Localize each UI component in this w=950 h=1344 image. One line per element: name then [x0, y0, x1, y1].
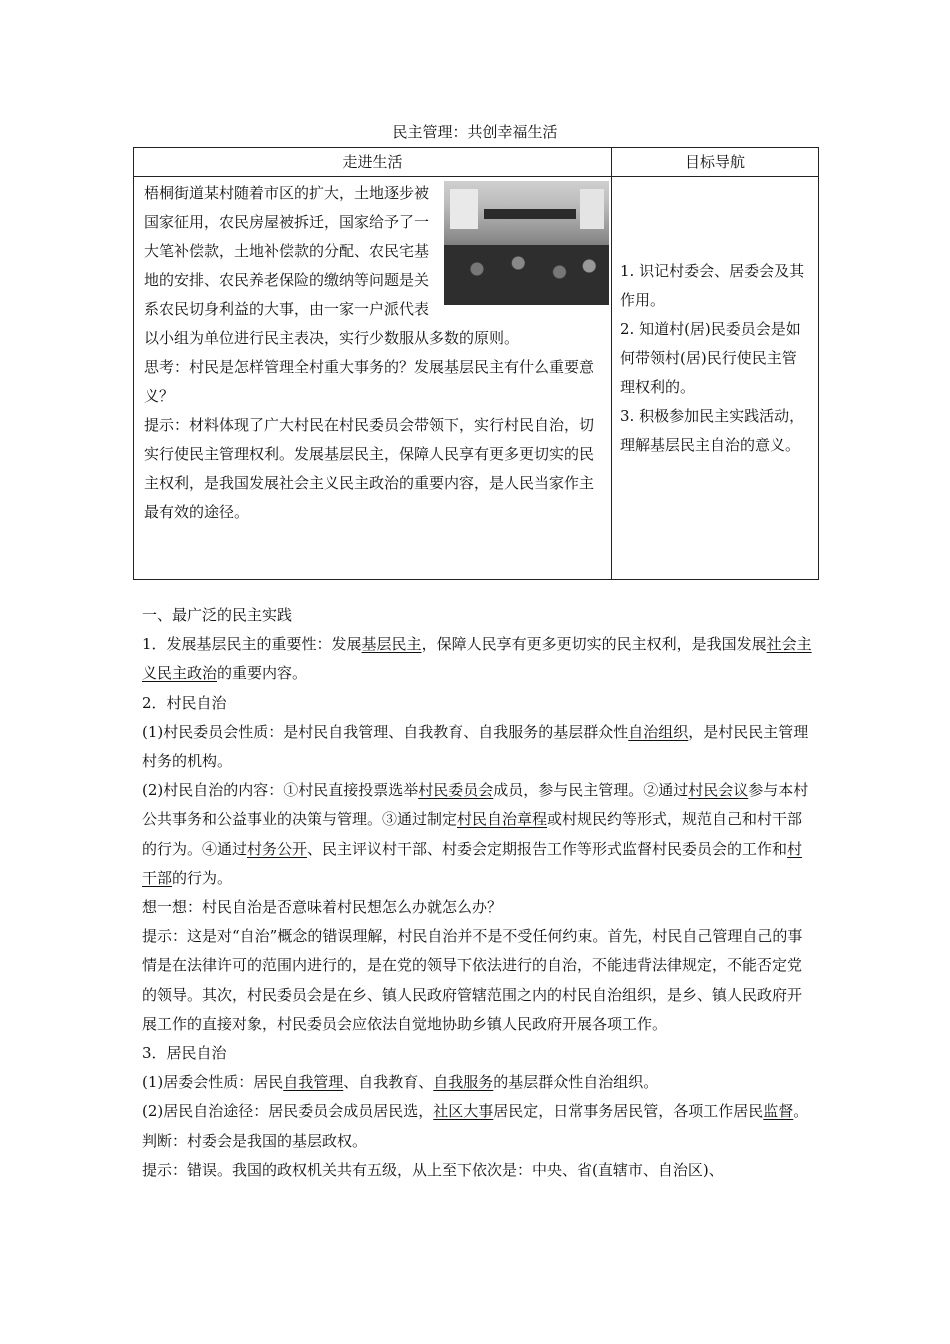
life-story: 梧桐街道某村随着市区的扩大，土地逐步被国家征用，农民房屋被拆迁，国家给予了一大笔补偿款，土地补偿款的分配、农民宅基地的安排、农民养老保险的缴纳等问题是关系农民切身利益的大事，由一家一户派代表以小组为单位进行民主表决，实行少数服从多数的原则。	[144, 184, 520, 347]
goal-item: 1. 识记村委会、居委会及其作用。	[620, 262, 805, 309]
life-question: 思考：村民是怎样管理全村重大事务的？发展基层民主有什么重要意义？	[144, 358, 595, 405]
answer-blank: 自我管理	[283, 1073, 344, 1092]
judge-answer: 提示：错误。我国的政权机关共有五级，从上至下依次是：中央、省(直辖市、自治区)、	[142, 1160, 724, 1179]
paragraph-grassroots-importance: 1．发展基层民主的重要性：发展基层民主，保障人民享有更多更切实的民主权利，是我国发展社会主义民主政治的重要内容。	[142, 635, 812, 683]
answer-blank: 村民会议	[688, 781, 749, 800]
answer-blank: 村民委员会	[418, 781, 494, 800]
answer-blank: 自治组织	[628, 722, 689, 741]
judge-question: 判断：村委会是我国的基层政权。	[142, 1131, 368, 1150]
paragraph-resident-autonomy-path: (2)居民自治途径：居民委员会成员居民选，社区大事居民定，日常事务居民管，各项工作居民监督。	[142, 1102, 809, 1121]
paragraph-committee-nature: (1)村民委员会性质：是村民自我管理、自我教育、自我服务的基层群众性自治组织，是村民民主管理村务的机构。	[142, 722, 809, 771]
answer-blank: 村民自治章程	[457, 810, 548, 829]
think-answer: 提示：这是对“自治”概念的错误理解，村民自治并不是不受任何约束。首先，村民自己管理自己的事情是在法律许可的范围内进行的，是在党的领导下依法进行的自治，不能违背法律规定，不能否定党的领导。其次，村民委员会是在乡、镇人民政府管辖范围之内的村民自治组织，是乡、镇人民政府开展工作的直接对象，村民委员会应依法自觉地协助乡镇人民政府开展各项工作。	[142, 927, 803, 1033]
answer-blank: 自我服务	[433, 1073, 494, 1092]
answer-blank: 村务公开	[247, 839, 308, 858]
goal-item: 2. 知道村(居)民委员会是如何带领村(居)民行使民主管理权利的。	[620, 320, 801, 396]
table-header-goals: 目标导航	[612, 148, 819, 177]
answer-blank: 社会主义民主政治	[142, 635, 812, 683]
goals-content	[612, 177, 818, 460]
section-heading: 一、最广泛的民主实践	[142, 606, 293, 624]
subheading-resident-autonomy: 3．居民自治	[142, 1044, 227, 1063]
think-question: 想一想：村民自治是否意味着村民想怎么办就怎么办？	[142, 898, 503, 917]
subheading-village-autonomy: 2．村民自治	[142, 693, 227, 712]
answer-blank: 社区大事	[433, 1102, 494, 1121]
table-header-life: 走进生活	[134, 148, 612, 177]
village-meeting-photo	[444, 181, 609, 305]
document-title: 民主管理：共创幸福生活	[392, 123, 558, 141]
goal-item: 3. 积极参加民主实践活动，理解基层民主自治的意义。	[620, 407, 805, 454]
intro-table	[133, 147, 819, 580]
life-answer: 提示：材料体现了广大村民在村民委员会带领下，实行村民自治，切实行使民主管理权利。发展基层民主，保障人民享有更多更切实的民主权利，是我国发展社会主义民主政治的重要内容，是人民当家作主最有效的途径。	[144, 416, 595, 521]
lesson-body	[142, 601, 814, 1185]
answer-blank: 基层民主	[361, 635, 422, 654]
life-content	[134, 177, 611, 527]
paragraph-resident-committee-nature: (1)居委会性质：居民自我管理、自我教育、自我服务的基层群众性自治组织。	[142, 1073, 659, 1092]
life-cell	[134, 177, 612, 580]
paragraph-autonomy-content: (2)村民自治的内容：①村民直接投票选举村民委员会成员，参与民主管理。②通过村民会议参与本村公共事务和公益事业的决策与管理。③通过制定村民自治章程或村规民约等形式，规范自己和村干部的行为。④通过村务公开、民主评议村干部、村委会定期报告工作等形式监督村民委员会的工作和村干部的行为。	[142, 781, 809, 887]
answer-blank: 村干部	[142, 839, 803, 887]
answer-blank: 监督	[763, 1102, 794, 1121]
goals-cell	[612, 177, 819, 580]
